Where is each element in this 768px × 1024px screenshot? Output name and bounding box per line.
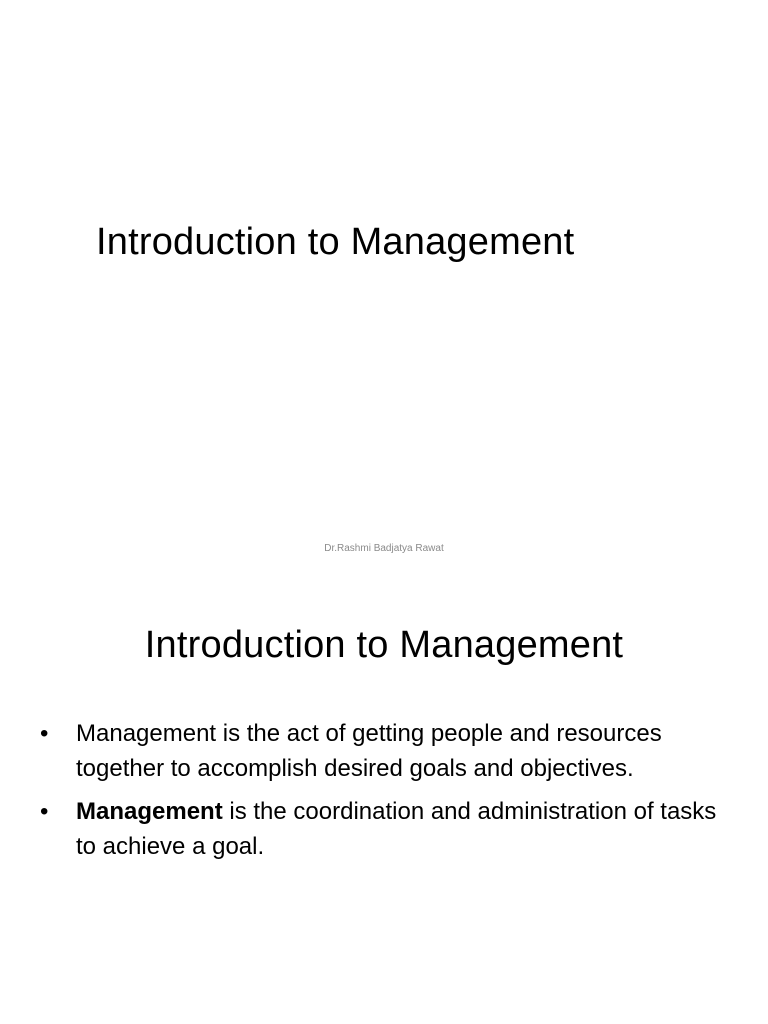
bullet-text: is the coordination and administration of tasks to achieve a goal. <box>76 798 717 860</box>
slide-1-footer-author: Dr.Rashmi Badjatya Rawat <box>324 543 444 554</box>
bullet-item-1 <box>40 716 730 786</box>
slide-2 <box>0 576 768 1024</box>
bullet-text: Management is the act of getting people and resources together to accomplish desired goals and objectives. <box>76 720 662 782</box>
slide-1-title: Introduction to Management <box>96 221 575 263</box>
bullet-item-2 <box>40 794 730 864</box>
bullet-dot-icon: • <box>40 720 49 747</box>
bullet-dot-icon: • <box>40 798 49 825</box>
slide-2-title: Introduction to Management <box>144 624 624 666</box>
bullet-bold-term: Management <box>76 798 223 825</box>
bullet-list <box>40 716 730 872</box>
